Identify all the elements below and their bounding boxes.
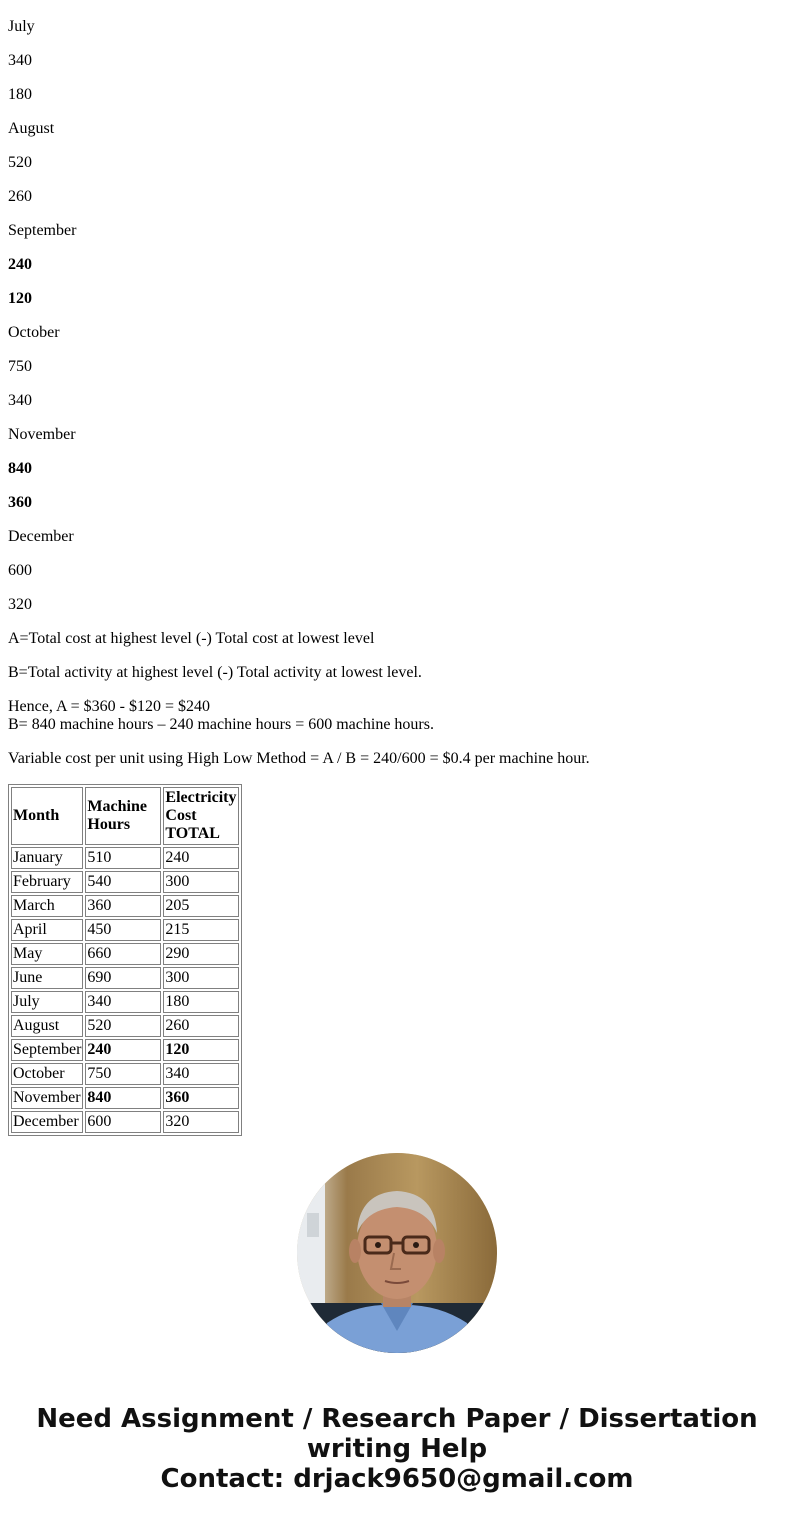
promo-banner: [0, 1404, 794, 1494]
table-header-row: [11, 787, 239, 845]
promo-line-1: Need Assignment / Research Paper / Dissertation: [36, 1404, 758, 1434]
cell-month: April: [11, 919, 83, 941]
cell-electricity-cost: 260: [163, 1015, 238, 1037]
result-line: Variable cost per unit using High Low Method = A / B = 240/600 = $0.4 per machine hour.: [8, 750, 590, 767]
formula-b: B=Total activity at highest level (-) Total activity at lowest level.: [8, 664, 422, 681]
cell-electricity-cost: 300: [163, 967, 238, 989]
cell-machine-hours: 360: [85, 895, 161, 917]
table-row: [11, 895, 239, 917]
table-row: [11, 919, 239, 941]
value-line: 320: [8, 596, 32, 613]
value-line: 360: [8, 494, 32, 511]
cell-month: May: [11, 943, 83, 965]
cell-month: June: [11, 967, 83, 989]
cell-month: October: [11, 1063, 83, 1085]
cell-machine-hours: 510: [85, 847, 161, 869]
cell-month: August: [11, 1015, 83, 1037]
value-line: 840: [8, 460, 32, 477]
table-row: [11, 943, 239, 965]
cost-table: [8, 784, 242, 1136]
cell-machine-hours: 750: [85, 1063, 161, 1085]
table-row: [11, 871, 239, 893]
person-avatar-icon: [297, 1153, 497, 1353]
cell-month: March: [11, 895, 83, 917]
value-line: 180: [8, 86, 32, 103]
data-lines: [8, 0, 786, 614]
cell-electricity-cost: 180: [163, 991, 238, 1013]
table-body: [11, 847, 239, 1133]
table-row: [11, 967, 239, 989]
value-line: 750: [8, 358, 32, 375]
cell-month: December: [11, 1111, 83, 1133]
value-line: August: [8, 120, 55, 137]
cell-machine-hours: 240: [85, 1039, 161, 1061]
cell-machine-hours: 600: [85, 1111, 161, 1133]
value-line: 340: [8, 52, 32, 69]
cell-month: January: [11, 847, 83, 869]
value-line: 240: [8, 256, 32, 273]
cell-electricity-cost: 205: [163, 895, 238, 917]
value-line: [8, 0, 786, 2]
value-line: October: [8, 324, 60, 341]
cell-electricity-cost: 360: [163, 1087, 238, 1109]
value-line: 260: [8, 188, 32, 205]
cell-electricity-cost: 215: [163, 919, 238, 941]
cell-machine-hours: 520: [85, 1015, 161, 1037]
value-line: 520: [8, 154, 32, 171]
cell-machine-hours: 840: [85, 1087, 161, 1109]
cell-machine-hours: 660: [85, 943, 161, 965]
cell-machine-hours: 540: [85, 871, 161, 893]
promo-contact[interactable]: Contact: drjack9650@gmail.com: [160, 1464, 634, 1494]
value-line: September: [8, 222, 77, 239]
table-row: [11, 1087, 239, 1109]
header-electricity-cost: Electricity Cost TOTAL: [163, 787, 238, 845]
value-line: November: [8, 426, 76, 443]
header-month: Month: [11, 787, 83, 845]
cell-month: February: [11, 871, 83, 893]
value-line: 340: [8, 392, 32, 409]
cell-electricity-cost: 290: [163, 943, 238, 965]
hence-a: Hence, A = $360 - $120 = $240: [8, 698, 211, 715]
document-body: [8, 0, 786, 1136]
table-row: [11, 991, 239, 1013]
cell-electricity-cost: 340: [163, 1063, 238, 1085]
table-row: [11, 847, 239, 869]
cell-machine-hours: 450: [85, 919, 161, 941]
value-line: 120: [8, 290, 32, 307]
cell-machine-hours: 690: [85, 967, 161, 989]
table-row: [11, 1063, 239, 1085]
cell-electricity-cost: 320: [163, 1111, 238, 1133]
cell-month: November: [11, 1087, 83, 1109]
cell-electricity-cost: 300: [163, 871, 238, 893]
hence-b: B= 840 machine hours – 240 machine hours = 600 machine hours.: [8, 716, 434, 733]
value-line: July: [8, 18, 35, 35]
promo-line-2: writing Help: [306, 1434, 488, 1464]
cell-month: July: [11, 991, 83, 1013]
cell-month: September: [11, 1039, 83, 1061]
header-machine-hours: Machine Hours: [85, 787, 161, 845]
author-photo: [297, 1153, 497, 1353]
table-row: [11, 1015, 239, 1037]
cell-machine-hours: 340: [85, 991, 161, 1013]
cell-electricity-cost: 240: [163, 847, 238, 869]
value-line: December: [8, 528, 74, 545]
formula-a: A=Total cost at highest level (-) Total cost at lowest level: [8, 630, 375, 647]
cell-electricity-cost: 120: [163, 1039, 238, 1061]
table-row: [11, 1039, 239, 1061]
table-row: [11, 1111, 239, 1133]
value-line: 600: [8, 562, 32, 579]
hence-calculation: [8, 698, 786, 734]
